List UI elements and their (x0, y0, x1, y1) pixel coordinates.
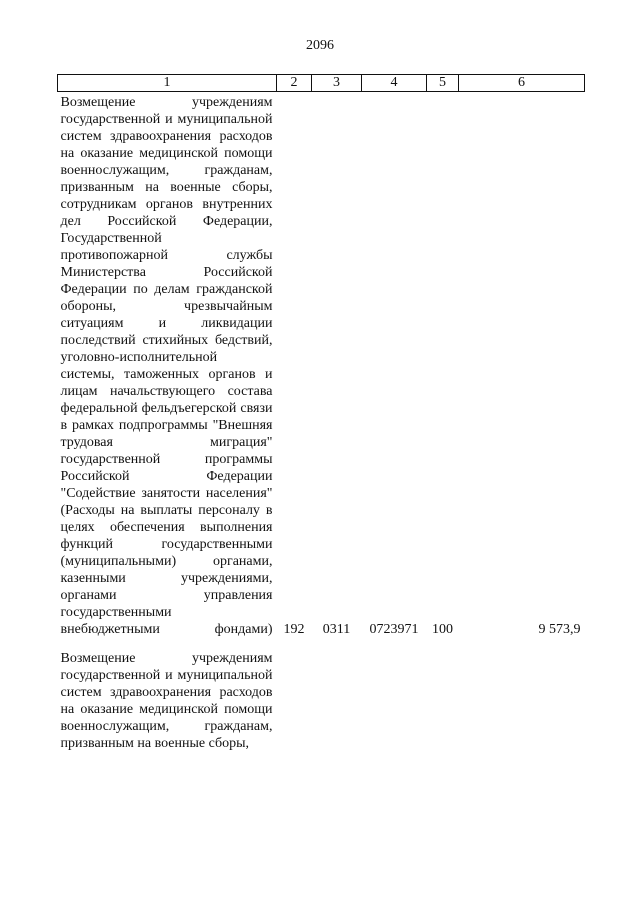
expense-type-code (427, 648, 459, 752)
column-header-5: 5 (427, 75, 459, 92)
column-header-3: 3 (312, 75, 362, 92)
amount-value (459, 648, 585, 752)
row-description: Возмещение учреждениям государственной и муниципальной систем здравоохранения расходов на оказание медицинской помощи военнослужащим, гражданам, призванным на военные сборы, сотрудникам органов внутренних дел Российской Федерации, Государственной противопожарной службы Министерства Российской Федерации по делам гражданской обороны, чрезвычайным ситуациям и ликвидации последствий стихийных бедствий, уголовно-исполнительной системы, таможенных органов и лицам начальствующего состава федеральной фельдъегерской связи в рамках подпрограммы "Внешняя трудовая миграция" государственной программы Российской Федерации "Содействие занятости населения" (Расходы на выплаты персоналу в целях обеспечения выполнения функций государственными (муниципальными) органами, казенными учреждениями, органами управления государственными внебюджетными фондами) (60, 95, 273, 637)
amount-value: 9 573,9 (538, 622, 581, 637)
row-spacer (58, 638, 585, 648)
ministry-code: 192 (283, 622, 305, 637)
column-header-2: 2 (277, 75, 312, 92)
column-header-6: 6 (459, 75, 585, 92)
column-header-4: 4 (362, 75, 427, 92)
column-header-1: 1 (58, 75, 277, 92)
table-row (58, 92, 585, 639)
target-article-code: 0723971 (369, 622, 419, 637)
expense-type-code: 100 (432, 622, 453, 637)
ministry-code (277, 648, 312, 752)
budget-table (57, 74, 585, 752)
page-number: 2096 (306, 38, 334, 53)
row-description: Возмещение учреждениям государственной и муниципальной систем здравоохранения расходов на оказание медицинской помощи военнослужащим, гражданам, призванным на военные сборы, (60, 651, 273, 751)
target-article-code (362, 648, 427, 752)
table-row (58, 648, 585, 752)
section-code (312, 648, 362, 752)
section-code: 0311 (322, 622, 351, 637)
table-header-row (58, 75, 585, 92)
